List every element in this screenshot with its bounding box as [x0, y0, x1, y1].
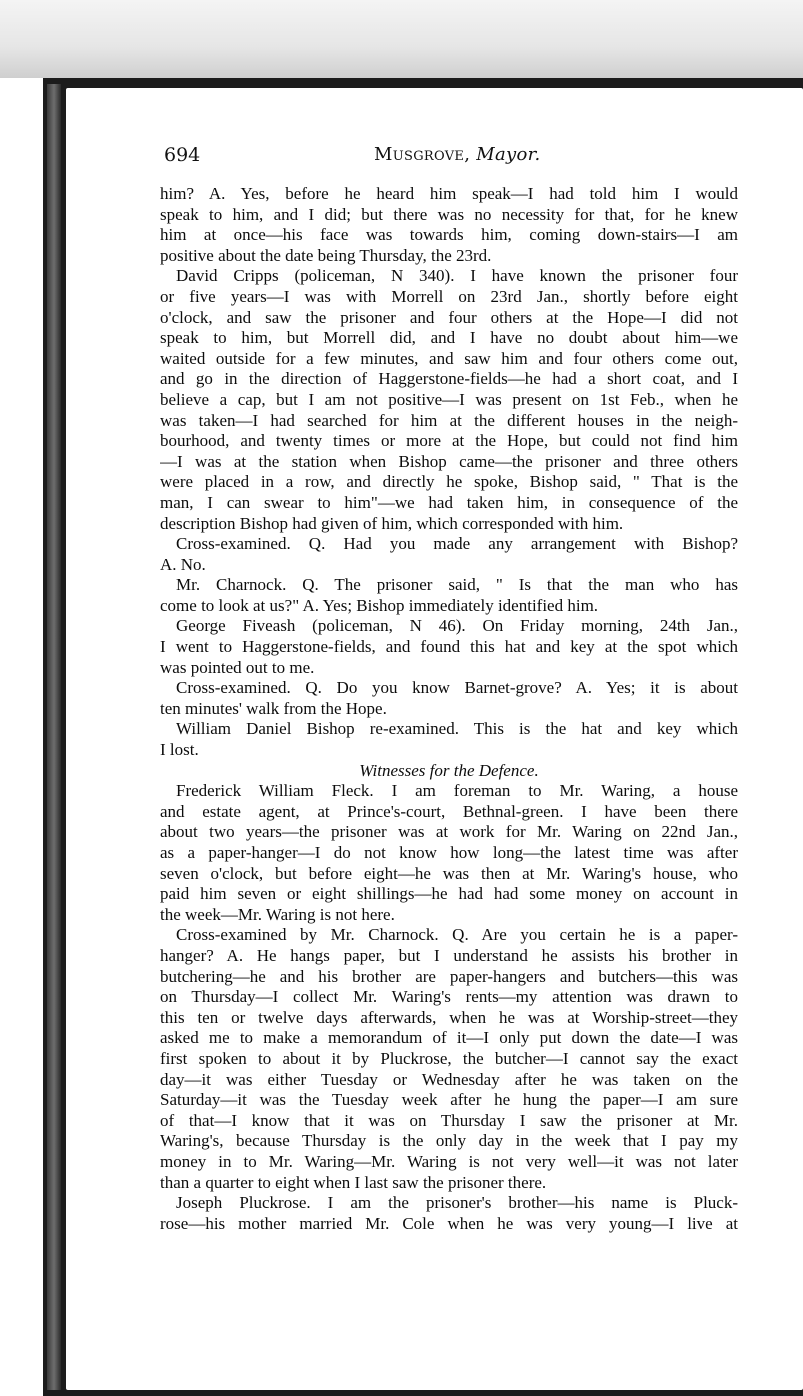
- text-line: I lost.: [160, 740, 199, 760]
- text-line: positive about the date being Thursday, the 23rd.: [160, 245, 492, 265]
- text-line: was pointed out to me.: [160, 657, 315, 677]
- text-line: hanger? A. He hangs paper, but I understand he assists his brother in: [160, 945, 738, 965]
- text-line: than a quarter to eight when I last saw the prisoner there.: [160, 1172, 547, 1192]
- text-line: David Cripps (policeman, N 340). I have known the prisoner four: [176, 266, 738, 286]
- text-line: first spoken to about it by Pluckrose, the butcher—I cannot say the exact: [160, 1048, 738, 1068]
- text-line: William Daniel Bishop re-examined. This is the hat and key which: [176, 719, 738, 739]
- text-line: money in to Mr. Waring—Mr. Waring is not very well—it was not later: [160, 1151, 738, 1171]
- text-line: butchering—he and his brother are paper-hangers and butchers—this was: [160, 966, 738, 986]
- text-line: about two years—the prisoner was at work for Mr. Waring on 22nd Jan.,: [160, 822, 738, 842]
- text-line: Cross-examined. Q. Had you made any arrangement with Bishop?: [176, 534, 738, 554]
- text-line: rose—his mother married Mr. Cole when he was very young—I live at: [160, 1213, 738, 1233]
- text-line: paid him seven or eight shillings—he had had some money on account in: [160, 884, 738, 904]
- text-line: on Thursday—I collect Mr. Waring's rents—my attention was drawn to: [160, 987, 738, 1007]
- text-line: speak to him, but Morrell did, and I have no doubt about him—we: [160, 328, 738, 348]
- text-line: I went to Haggerstone-fields, and found this hat and key at the spot which: [160, 637, 738, 657]
- text-line: seven o'clock, but before eight—he was then at Mr. Waring's house, who: [160, 863, 738, 883]
- text-line: come to look at us?" A. Yes; Bishop immediately identified him.: [160, 595, 599, 615]
- page-number: 694: [164, 144, 201, 166]
- head-name: Musgrove: [374, 144, 465, 165]
- text-line: asked me to make a memorandum of it—I only put down the date—I was: [160, 1028, 738, 1048]
- text-line: or five years—I was with Morrell on 23rd Jan., shortly before eight: [160, 286, 738, 306]
- text-line: believe a cap, but I am not positive—I was present on 1st Feb., when he: [160, 389, 738, 409]
- text-line: day—it was either Tuesday or Wednesday after he was taken on the: [160, 1069, 738, 1089]
- text-line: Cross-examined. Q. Do you know Barnet-grove? A. Yes; it is about: [176, 678, 738, 698]
- text-line: this ten or twelve days afterwards, when he was at Worship-street—they: [160, 1007, 738, 1027]
- text-line: Witnesses for the Defence.: [359, 760, 539, 780]
- text-line: him? A. Yes, before he heard him speak—I had told him I would: [160, 184, 738, 203]
- text-line: were placed in a row, and directly he spoke, Bishop said, " That is the: [160, 472, 738, 492]
- text-line: was taken—I had searched for him at the different houses in the neigh-: [160, 410, 738, 430]
- page-body: [160, 184, 738, 1234]
- text-line: speak to him, and I did; but there was no necessity for that, for he knew: [160, 204, 738, 224]
- text-line: bourhood, and twenty times or more at the Hope, but could not find him: [160, 431, 738, 451]
- text-line: Saturday—it was the Tuesday week after he hung the paper—I am sure: [160, 1090, 738, 1110]
- text-line: waited outside for a few minutes, and saw him and four others come out,: [160, 348, 738, 368]
- text-line: Frederick William Fleck. I am foreman to Mr. Waring, a house: [176, 781, 738, 801]
- text-line: description Bishop had given of him, which corresponded with him.: [160, 513, 624, 533]
- page-spine-edge: [47, 84, 61, 1390]
- text-line: Cross-examined by Mr. Charnock. Q. Are you certain he is a paper-: [176, 925, 738, 945]
- text-line: o'clock, and saw the prisoner and four others at the Hope—I did not: [160, 307, 738, 327]
- text-line: man, I can swear to him"—we had taken him, in consequence of the: [160, 492, 738, 512]
- text-line: and estate agent, at Prince's-court, Bethnal-green. I have been there: [160, 801, 738, 821]
- text-line: as a paper-hanger—I do not know how long—the latest time was after: [160, 843, 738, 862]
- text-line: Mr. Charnock. Q. The prisoner said, " Is that the man who has: [176, 575, 738, 595]
- text-line: —I was at the station when Bishop came—the prisoner and three others: [160, 451, 738, 471]
- text-line: A. No.: [160, 554, 206, 574]
- text-line: and go in the direction of Haggerstone-fields—he had a short coat, and I: [160, 369, 738, 389]
- text-line: him at once—his face was towards him, coming down-stairs—I am: [160, 225, 738, 245]
- running-head: [164, 144, 794, 170]
- head-role: Mayor.: [476, 144, 541, 165]
- text-line: George Fiveash (policeman, N 46). On Friday morning, 24th Jan.,: [176, 616, 738, 636]
- text-line: Joseph Pluckrose. I am the prisoner's brother—his name is Pluck-: [176, 1193, 738, 1213]
- text-line: of that—I know that it was on Thursday I saw the prisoner at Mr.: [160, 1110, 738, 1130]
- text-line: Waring's, because Thursday is the only day in the week that I pay my: [160, 1131, 738, 1151]
- scan-background-top: [0, 0, 803, 78]
- text-line: ten minutes' walk from the Hope.: [160, 698, 387, 718]
- page-title: Musgrove, Mayor.: [374, 144, 541, 165]
- text-line: the week—Mr. Waring is not here.: [160, 904, 395, 924]
